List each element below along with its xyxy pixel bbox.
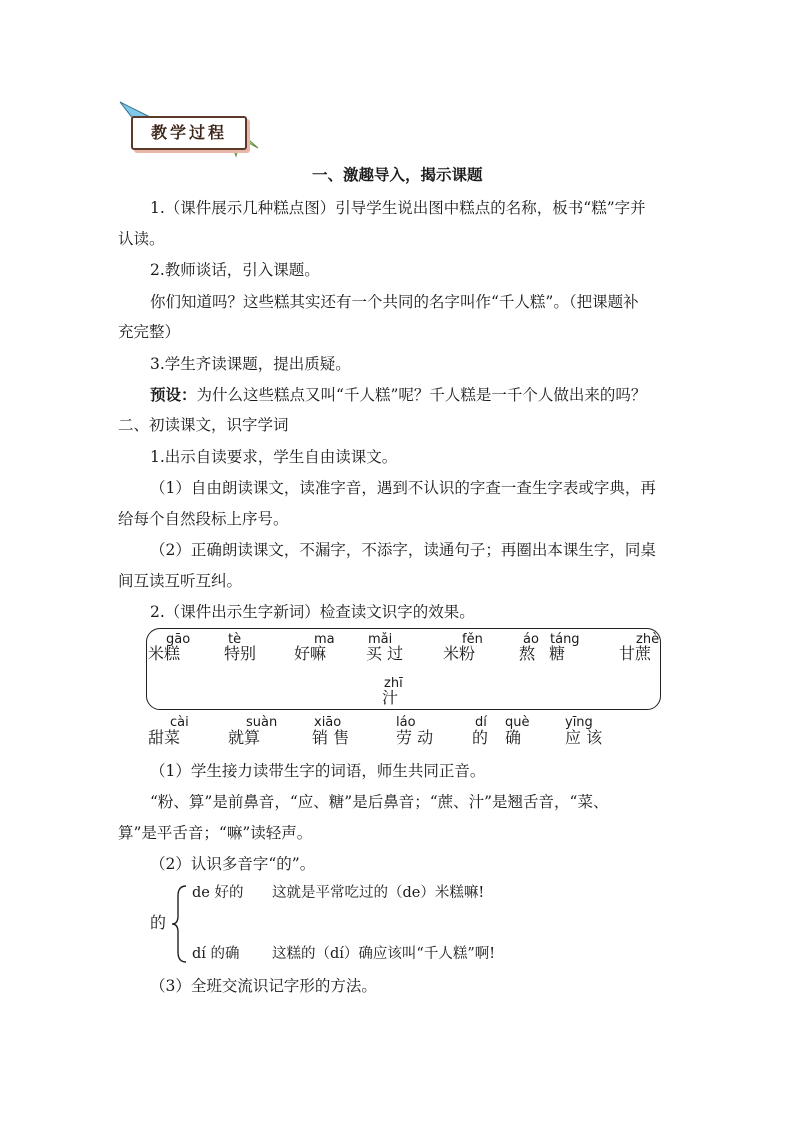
pinyin: táng <box>550 632 580 647</box>
vocab-word: 劳 动 <box>396 728 434 747</box>
preset-text: 为什么这些糕点又叫“千人糕”呢？千人糕是一千个人做出来的吗？ <box>196 386 647 404</box>
vocab-word: 甜菜 <box>148 728 181 747</box>
polyphone-example <box>192 945 240 963</box>
pinyin: láo <box>396 715 416 730</box>
paragraph: （2）正确朗读课文，不漏字，不添字，读通句子；再圈出本课生字，同桌 <box>150 541 656 559</box>
pinyin: zhè <box>636 632 660 647</box>
vocab-word: 特别 <box>224 644 257 663</box>
pinyin: cài <box>170 715 189 730</box>
pinyin: zhī <box>384 676 403 691</box>
paragraph: 3.学生齐读课题，提出质疑。 <box>150 355 351 373</box>
vocab-box <box>146 628 661 710</box>
polyphone-char: 的 <box>150 913 167 932</box>
vocab-word: 糖 <box>549 644 566 663</box>
vocab-word: 销 售 <box>312 728 350 747</box>
polyphone-reading: de 好的 <box>192 885 244 901</box>
brace-icon <box>170 884 190 964</box>
paragraph: 认读。 <box>118 230 165 248</box>
vocab-word: 甘蔗 <box>619 644 652 663</box>
paragraph: （3）全班交流识记字形的方法。 <box>150 977 377 995</box>
paragraph: 1.出示自读要求，学生自由读课文。 <box>150 448 398 466</box>
paragraph: 你们知道吗？这些糕其实还有一个共同的名字叫作“千人糕”。（把课题补 <box>150 293 639 311</box>
vocab-word: 好嘛 <box>294 644 327 663</box>
polyphone-example <box>192 884 243 902</box>
paragraph: 2.（课件出示生字新词）检查读文识字的效果。 <box>150 603 475 621</box>
polyphone-reading: dí 的确 <box>192 946 240 962</box>
pinyin: gāo <box>166 632 191 647</box>
paragraph: 给每个自然段标上序号。 <box>118 510 289 528</box>
vocab-word: 确 <box>505 728 522 747</box>
pinyin: tè <box>228 632 242 647</box>
vocab-word: 的 <box>472 728 489 747</box>
paragraph: （1）自由朗读课文，读准字音，遇到不认识的字查一查生字表或字典，再 <box>150 479 656 497</box>
pinyin: ma <box>314 632 335 647</box>
polyphone-sentence: 这糕的（dí）确应该叫“千人糕”啊! <box>272 946 496 962</box>
pinyin: xiāo <box>314 715 342 730</box>
pinyin: dí <box>475 715 487 730</box>
paragraph: “粉、算”是前鼻音，“应、糖”是后鼻音；“蔗、汁”是翘舌音，“菜、 <box>150 793 609 811</box>
pinyin: yīng <box>565 715 593 730</box>
pinyin: què <box>505 715 530 730</box>
vocab-word: 买 过 <box>366 644 404 663</box>
section-badge: 教学过程 <box>131 116 247 150</box>
vocab-word: 汁 <box>382 688 399 707</box>
paragraph: 1.（课件展示几种糕点图）引导学生说出图中糕点的名称，板书“糕”字并 <box>150 199 646 217</box>
pinyin: suàn <box>246 715 278 730</box>
paragraph: 间互读互听互纠。 <box>118 572 243 590</box>
paragraph: 2.教师谈话，引入课题。 <box>150 261 320 279</box>
vocab-word: 米糕 <box>148 644 181 663</box>
vocab-word: 应 该 <box>565 728 603 747</box>
paragraph: 充完整） <box>118 323 181 341</box>
section-title: 二、初读课文，识字学词 <box>118 416 289 434</box>
preset-line <box>150 385 646 405</box>
paragraph: （1）学生接力读带生字的词语，师生共同正音。 <box>150 762 486 780</box>
paragraph: （2）认识多音字“的”。 <box>150 855 316 873</box>
vocab-word: 米粉 <box>443 644 476 663</box>
vocab-word: 熬 <box>519 644 536 663</box>
paragraph: 算”是平舌音；“嘛”读轻声。 <box>118 824 313 842</box>
preset-label: 预设： <box>150 386 197 404</box>
vocab-word: 就算 <box>228 728 261 747</box>
polyphone-sentence: 这就是平常吃过的（de）米糕嘛! <box>272 885 485 901</box>
pinyin: áo <box>523 632 539 647</box>
pinyin: mǎi <box>368 632 393 647</box>
pinyin: fěn <box>462 632 483 647</box>
section-title: 一、激趣导入，揭示课题 <box>312 166 483 184</box>
